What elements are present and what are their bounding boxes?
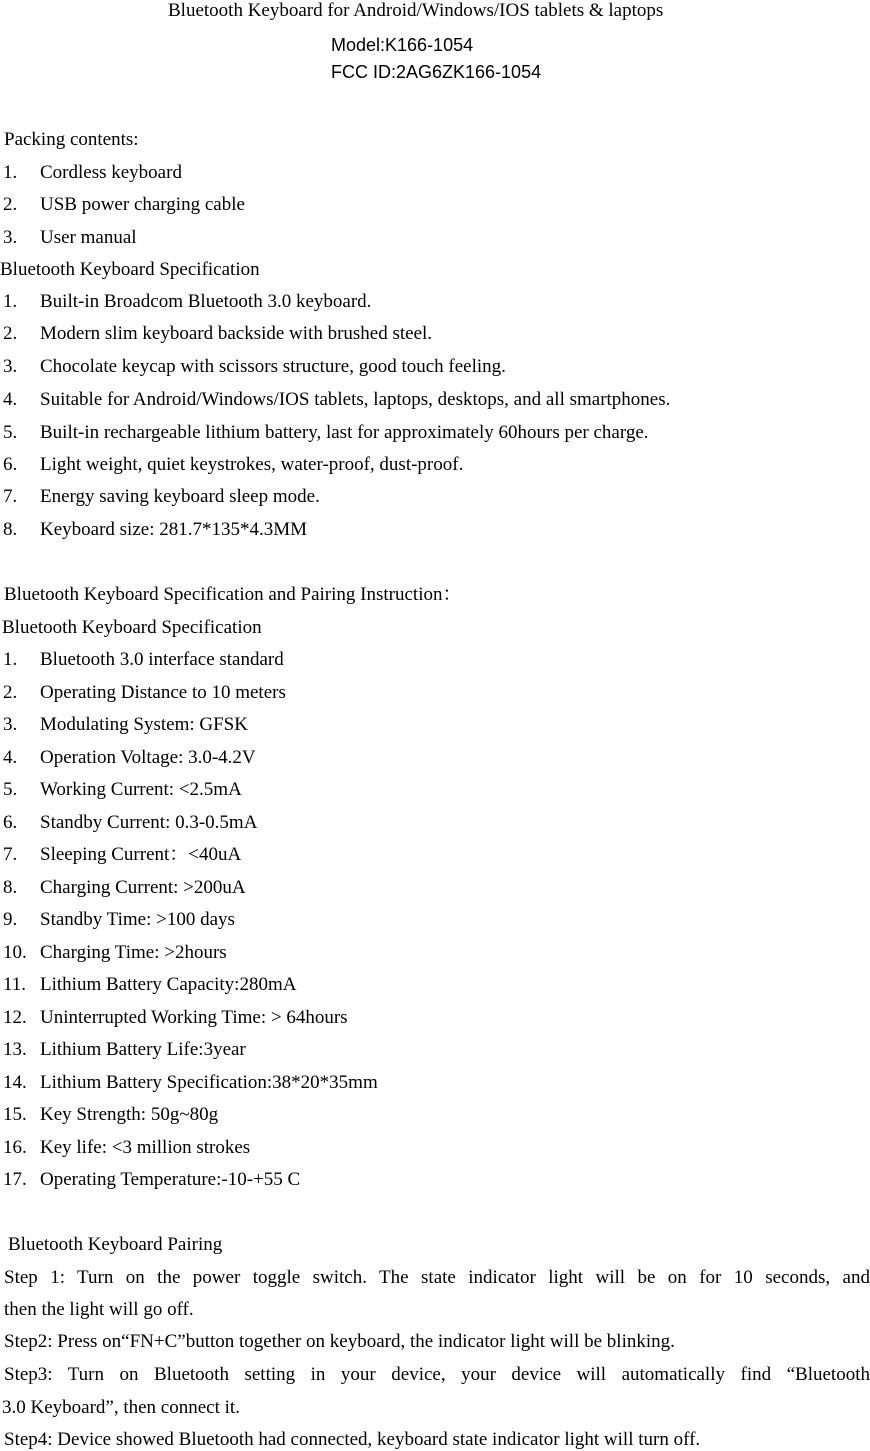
list-number: 1. [3,649,18,670]
list-number: 2. [3,682,18,703]
list-number: 10. [3,942,27,963]
list-text: Lithium Battery Life:3year [40,1039,246,1060]
list-text: Key Strength: 50g~80g [40,1104,219,1125]
step1-line1: Step 1: Turn on the power toggle switch. The state indicator light will be on for 10 seconds, and [4,1267,870,1288]
spec-pairing-heading: Bluetooth Keyboard Specification and Pairing Instruction： [4,584,462,605]
features-heading: Bluetooth Keyboard Specification [0,259,260,280]
list-text: Light weight, quiet keystrokes, water-proof, dust-proof. [40,454,464,475]
list-number: 3. [3,356,18,377]
pairing-heading: Bluetooth Keyboard Pairing [8,1234,223,1255]
list-text: Suitable for Android/Windows/IOS tablets, laptops, desktops, and all smartphones. [40,389,671,410]
list-text: Uninterrupted Working Time: > 64hours [40,1007,348,1028]
list-number: 13. [3,1039,27,1060]
list-text: Operating Temperature:-10-+55 C [40,1169,301,1190]
list-text: Charging Current: >200uA [40,877,246,898]
list-number: 6. [3,454,18,475]
step3-line1: Step3: Turn on Bluetooth setting in your device, your device will automatically find “Bluetooth [4,1364,870,1385]
list-number: 7. [3,844,18,865]
step2: Step2: Press on“FN+C”button together on keyboard, the indicator light will be blinking. [4,1331,675,1352]
step1-line2: then the light will go off. [4,1299,194,1320]
list-number: 2. [3,194,18,215]
model-number: Model:K166-1054 [331,35,474,55]
list-text: Built-in rechargeable lithium battery, last for approximately 60hours per charge. [40,422,649,443]
list-number: 3. [3,227,18,248]
list-text: Energy saving keyboard sleep mode. [40,486,320,507]
list-text: Operating Distance to 10 meters [40,682,286,703]
list-text: Bluetooth 3.0 interface standard [40,649,284,670]
list-text: Operation Voltage: 3.0-4.2V [40,747,256,768]
list-text: User manual [40,227,137,248]
list-number: 5. [3,779,18,800]
fcc-id: FCC ID:2AG6ZK166-1054 [331,62,542,82]
list-text: Standby Current: 0.3-0.5mA [40,812,258,833]
list-number: 12. [3,1007,27,1028]
list-number: 6. [3,812,18,833]
list-number: 9. [3,909,18,930]
list-text: Standby Time: >100 days [40,909,235,930]
list-text: USB power charging cable [40,194,245,215]
list-text: Modern slim keyboard backside with brushed steel. [40,323,433,344]
list-number: 1. [3,291,18,312]
list-text: Key life: <3 million strokes [40,1137,251,1158]
list-text: Lithium Battery Capacity:280mA [40,974,297,995]
list-number: 4. [3,389,18,410]
list-number: 11. [3,974,27,995]
list-text: Charging Time: >2hours [40,942,227,963]
list-text: Working Current: <2.5mA [40,779,242,800]
list-number: 1. [3,162,18,183]
list-number: 16. [3,1137,27,1158]
document-title: Bluetooth Keyboard for Android/Windows/IOS tablets & laptops [168,0,664,21]
packing-heading: Packing contents: [4,129,139,150]
list-number: 17. [3,1169,27,1190]
list-number: 8. [3,519,18,540]
list-text: Built-in Broadcom Bluetooth 3.0 keyboard. [40,291,372,312]
list-text: Lithium Battery Specification:38*20*35mm [40,1072,378,1093]
step3-line2: 3.0 Keyboard”, then connect it. [2,1397,240,1418]
specs-heading: Bluetooth Keyboard Specification [2,617,262,638]
list-number: 4. [3,747,18,768]
list-text: Sleeping Current：<40uA [40,844,242,865]
list-number: 15. [3,1104,27,1125]
list-number: 14. [3,1072,27,1093]
list-number: 2. [3,323,18,344]
list-number: 8. [3,877,18,898]
list-number: 7. [3,486,18,507]
list-text: Chocolate keycap with scissors structure, good touch feeling. [40,356,506,377]
step4: Step4: Device showed Bluetooth had connected, keyboard state indicator light will turn off. [4,1429,701,1450]
list-number: 3. [3,714,18,735]
list-text: Cordless keyboard [40,162,182,183]
list-text: Keyboard size: 281.7*135*4.3MM [40,519,308,540]
list-number: 5. [3,422,18,443]
list-text: Modulating System: GFSK [40,714,248,735]
